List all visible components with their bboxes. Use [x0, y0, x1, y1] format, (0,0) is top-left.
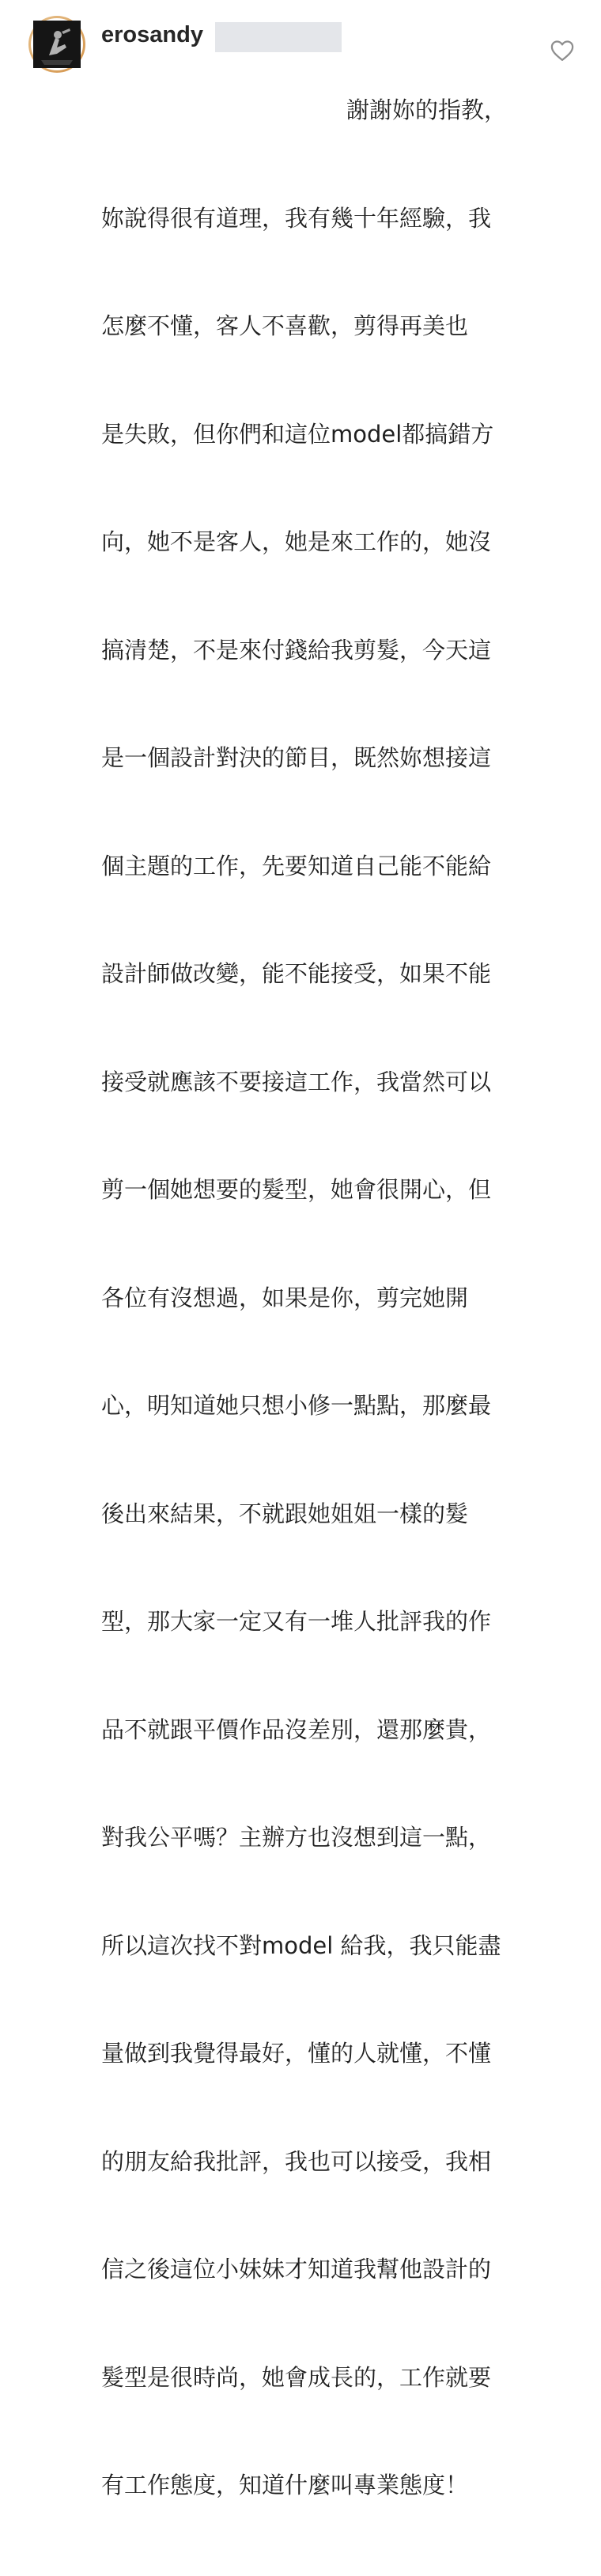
comment-line: 品不就跟平價作品沒差別，還那麼貴， [101, 1715, 492, 1743]
comment-line: 怎麼不懂，客人不喜歡，剪得再美也 [101, 312, 469, 339]
username[interactable]: erosandy [101, 22, 203, 47]
comment-line: 髮型是很時尚，她會成長的，工作就要 [101, 2363, 492, 2391]
heart-outline-icon [550, 40, 574, 62]
like-button[interactable] [550, 40, 574, 62]
comment-text [101, 21, 528, 2576]
comment-line: 型，那大家一定又有一堆人批評我的作 [101, 1608, 492, 1635]
comment-line: 後出來結果，不就跟她姐姐一樣的髮 [101, 1500, 469, 1527]
comment-line: 妳說得很有道理，我有幾十年經驗，我 [101, 204, 492, 232]
comment-line: 對我公平嗎？主辦方也沒想到這一點， [101, 1824, 492, 1851]
avatar[interactable] [28, 16, 85, 73]
comment-line: 信之後這位小妹妹才知道我幫他設計的 [101, 2256, 492, 2283]
comment-line: 心，明知道她只想小修一點點，那麼最 [101, 1392, 492, 1419]
comment-line: 個主題的工作，先要知道自己能不能給 [101, 852, 492, 879]
avatar-figure-icon [33, 21, 81, 68]
comment-line: 是一個設計對決的節目，既然妳想接這 [101, 744, 492, 771]
comment-line: 謝謝妳的指教， [346, 96, 508, 123]
comment-line: 的朋友給我批評，我也可以接受，我相 [101, 2147, 492, 2175]
avatar-photo [31, 18, 83, 70]
comment-line: 是失敗，但你們和這位model都搞錯方 [101, 420, 494, 448]
comment-line: 所以這次找不對model 給我，我只能盡 [101, 1931, 501, 1959]
comment-line: 各位有沒想過，如果是你，剪完她開 [101, 1284, 469, 1311]
comment-line: 向，她不是客人，她是來工作的，她沒 [101, 528, 492, 555]
comment-line: 設計師做改變，能不能接受，如果不能 [101, 960, 492, 987]
comment-line: 剪一個她想要的髮型，她會很開心，但 [101, 1176, 492, 1203]
comment-line: 搞清楚，不是來付錢給我剪髮，今天這 [101, 636, 492, 664]
comment-line: 量做到我覺得最好，懂的人就懂，不懂 [101, 2040, 492, 2067]
comment-line: 有工作態度，知道什麼叫專業態度！ [101, 2472, 469, 2498]
comment-line: 接受就應該不要接這工作，我當然可以 [101, 1068, 492, 1095]
